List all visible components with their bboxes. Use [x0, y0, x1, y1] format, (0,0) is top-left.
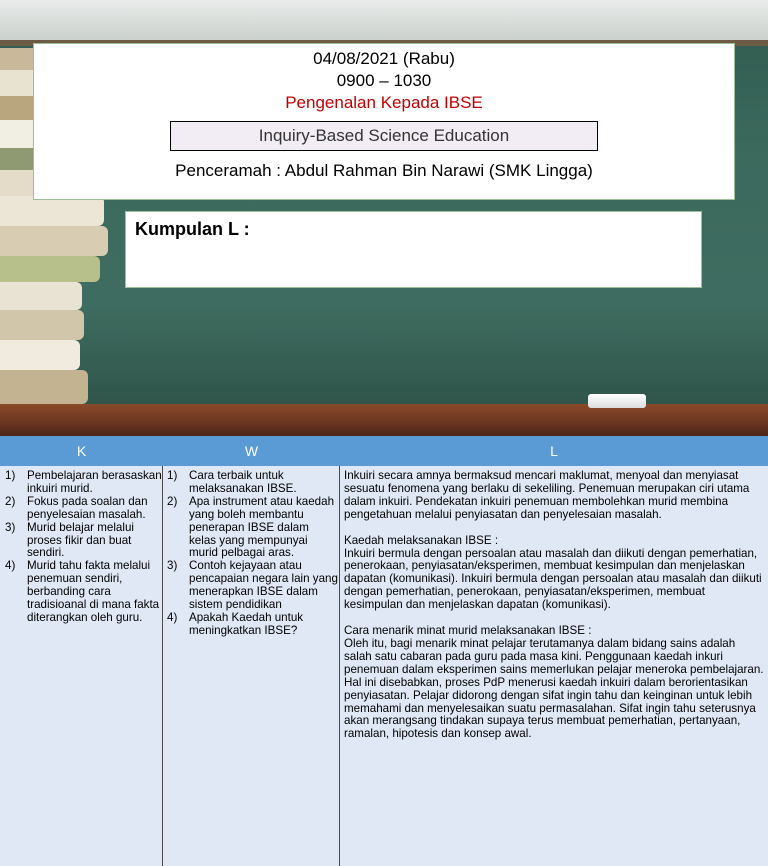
kwl-header-row	[0, 436, 768, 466]
chalk-piece	[588, 394, 646, 408]
group-card	[125, 211, 702, 288]
kwl-table	[0, 436, 768, 866]
l-heading-method: Kaedah melaksanakan IBSE :	[344, 533, 499, 547]
session-title: Pengenalan Kepada IBSE	[285, 93, 483, 112]
k-list	[0, 466, 162, 625]
session-time: 0900 – 1030	[336, 71, 432, 90]
w-list	[163, 466, 339, 638]
list-item: 3) Murid belajar melalui proses fikir dan buat sendiri.	[5, 520, 134, 560]
l-paragraph-interest: Oleh itu, bagi menarik minat pelajar terutamanya dalam bidang sains adalah salah satu cabaran pada guru pada masa kini. Penggunaan kaedah inkuri penemuan dalam eksperimen sains memerlukan pelajar meneroka pembelajaran. Hal ini disebabkan, proses PdP menerusi kaedah inkuiri dalam berorientasikan penyiasatan. Pelajar didorong dengan sifat ingin tahu dan keinginan untuk lebih memahami dan menyelesaikan suatu permasalahan. Sifat ingin tahu seterusnya akan merangsang tindakan supaya terus membuat pemerhatian, pertanyaan, ramalan, hipotesis dan konsep awal.	[344, 636, 764, 741]
l-heading-interest: Cara menarik minat murid melaksanakan IBSE :	[344, 624, 592, 638]
wall-strip	[0, 0, 768, 44]
l-column	[340, 466, 768, 866]
session-date: 04/08/2021 (Rabu)	[313, 49, 455, 68]
kwl-body-row	[0, 466, 768, 866]
w-column	[163, 466, 340, 866]
group-label: Kumpulan L :	[135, 219, 250, 239]
header-w: W	[244, 443, 259, 459]
l-paragraph-intro: Inkuiri secara amnya bermaksud mencari maklumat, menyoal dan menyiasat sesuatu fenomena yang berlaku di sekeliling. Penemuan merupakan ciri utama dalam inkuiri. Pendekatan inkuiri penemuan membolehkan murid membina pengetahuan melalui penyiasatan dan penyelesaian masalah.	[344, 469, 750, 521]
session-subtitle: Inquiry-Based Science Education	[170, 121, 598, 151]
session-header-card	[33, 43, 735, 200]
list-item: 2) Apa instrument atau kaedah yang boleh membantu penerapan IBSE dalam kelas yang mempunyai murid pelbagai aras.	[167, 494, 335, 560]
list-item: 2) Fokus pada soalan dan penyelesaian masalah.	[5, 494, 148, 521]
list-item: 1) Cara terbaik untuk melaksanakan IBSE.	[167, 469, 297, 495]
l-paragraph-method: Inkuiri bermula dengan persoalan atau masalah dan diikuti dengan pemerhatian, penerokaan, penyiasatan/eksperimen, membuat kesimpulan dan menjelaskan dapatan (komunikasi). Inkuiri bermula dengan persoalan atau masalah dan diikuti dengan pemerhatian, penerokaan, penyiasatan/eksperimen, membuat kesimpulan dan menjelaskan dapatan (komunikasi).	[344, 546, 762, 612]
list-item: 1) Pembelajaran berasaskan inkuiri murid.	[5, 469, 162, 495]
k-column	[0, 466, 163, 866]
list-item: 4) Murid tahu fakta melalui penemuan sendiri, berbanding cara tradisioanal di mana fakta diterangkan oleh guru.	[5, 559, 160, 624]
header-l: L	[550, 443, 558, 459]
speaker-line: Penceramah : Abdul Rahman Bin Narawi (SMK Lingga)	[175, 161, 593, 180]
header-k: K	[76, 443, 87, 459]
list-item: 3) Contoh kejayaan atau pencapaian negara lain yang menerapkan IBSE dalam sistem pendidikan	[167, 559, 338, 612]
chalk-ledge	[0, 404, 768, 436]
list-item: 4) Apakah Kaedah untuk meningkatkan IBSE?	[167, 610, 304, 637]
